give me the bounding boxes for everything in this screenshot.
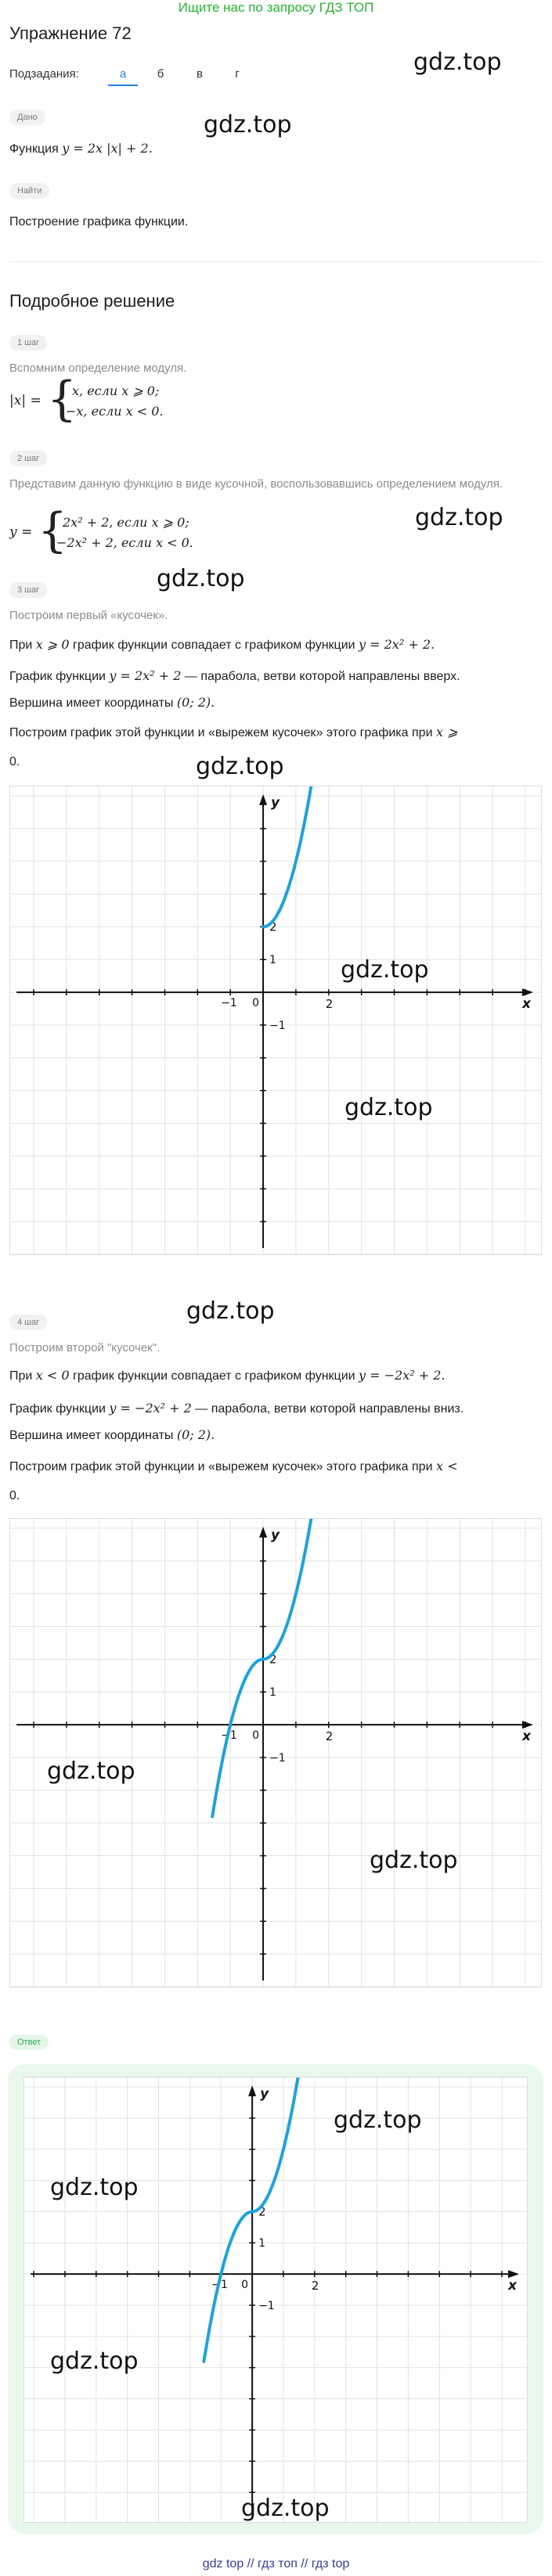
- x-axis-label: x: [521, 1728, 531, 1744]
- tick-label-x-minus-1: −1: [221, 1729, 237, 1743]
- graph-step4: [9, 1518, 542, 1988]
- tick-label-x-2: 2: [311, 2279, 319, 2294]
- tick-label-y-2: 2: [269, 919, 277, 934]
- step1-note: Вспомним определение модуля.: [9, 362, 187, 375]
- active-tab-indicator: [108, 85, 138, 86]
- tick-label-x-minus-1: −1: [221, 997, 237, 1010]
- search-hint-link[interactable]: Ищите нас по запросу ГДЗ ТОП: [178, 0, 374, 15]
- step3-line1: При x ⩾ 0 график функции совпадает с графиком функции y = 2x² + 2.: [9, 637, 435, 652]
- step4-line4: Построим график этой функции и «вырежем кусочек» этого графика при x <: [9, 1459, 458, 1473]
- tick-label-x-2: 2: [325, 1729, 334, 1744]
- tick-label-y-minus-1: −1: [258, 2299, 275, 2312]
- watermark: gdz.top: [186, 1297, 275, 1325]
- watermark: gdz.top: [157, 565, 245, 592]
- watermark: gdz.top: [241, 2495, 330, 2522]
- y-axis-label: y: [260, 2085, 269, 2101]
- step2-formula: y = { 2x² + 2, если x ⩾ 0; −2x² + 2, если x < 0.: [9, 503, 193, 558]
- step1-formula: |x| = { x, если x ⩾ 0; −x, если x < 0.: [9, 372, 164, 426]
- step4-line4-end: 0.: [9, 1489, 20, 1502]
- watermark: gdz.top: [204, 111, 292, 139]
- tick-label-x-2: 2: [325, 997, 334, 1012]
- solution-title: Подробное решение: [9, 291, 175, 311]
- tab-v[interactable]: в: [197, 67, 203, 81]
- tick-label-y-2: 2: [269, 1652, 277, 1667]
- watermark: gdz.top: [370, 1847, 458, 1874]
- graph-answer: [23, 2077, 528, 2523]
- given-text: Функция y = 2x |x| + 2.: [9, 141, 153, 156]
- watermark: gdz.top: [50, 2348, 139, 2375]
- y-axis-label: y: [271, 1526, 280, 1542]
- step4-pill: 4 шаг: [9, 1315, 47, 1330]
- graph-background: [24, 2078, 527, 2522]
- watermark: gdz.top: [415, 504, 503, 531]
- step3-line2: График функции y = 2x² + 2 — парабола, ветви которой направлены вверх.: [9, 668, 460, 683]
- find-pill: Найти: [9, 183, 49, 199]
- watermark: gdz.top: [196, 753, 284, 780]
- tick-label-y-minus-1: −1: [269, 1019, 286, 1032]
- page-title: Упражнение 72: [9, 23, 132, 43]
- step4-line1: При x < 0 график функции совпадает с графиком функции y = −2x² + 2.: [9, 1368, 446, 1383]
- step4-line3: Вершина имеет координаты (0; 2).: [9, 1427, 215, 1442]
- tick-label-x-minus-1: −1: [211, 2279, 228, 2292]
- tab-g[interactable]: г: [235, 67, 240, 81]
- step3-line4: Построим график этой функции и «вырежем кусочек» этого графика при x ⩾: [9, 725, 458, 739]
- watermark: gdz.top: [345, 1094, 433, 1121]
- watermark: gdz.top: [341, 956, 429, 984]
- tick-label-y-1: 1: [269, 1686, 276, 1700]
- tick-label-y-1: 1: [269, 954, 276, 967]
- watermark: gdz.top: [47, 1758, 135, 1785]
- tick-label-y-1: 1: [258, 2237, 265, 2250]
- step3-line3: Вершина имеет координаты (0; 2).: [9, 695, 215, 710]
- x-axis-label: x: [521, 995, 531, 1012]
- subtasks-label: Подзадания:: [9, 67, 79, 81]
- x-axis-label: x: [507, 2277, 517, 2294]
- step1-pill: 1 шаг: [9, 335, 47, 351]
- divider: [9, 261, 542, 262]
- origin-label: 0: [252, 997, 259, 1010]
- graph-step3: [9, 786, 542, 1255]
- step3-note: Построим первый «кусочек».: [9, 609, 168, 622]
- tab-b[interactable]: б: [157, 67, 164, 81]
- y-axis-label: y: [271, 793, 280, 810]
- find-text: Построение графика функции.: [9, 215, 189, 228]
- tick-label-y-2: 2: [258, 2204, 266, 2219]
- origin-label: 0: [241, 2279, 249, 2292]
- watermark: gdz.top: [413, 49, 502, 76]
- footer-link-3[interactable]: гдз top: [311, 2557, 350, 2571]
- tick-label-y-minus-1: −1: [269, 1751, 286, 1765]
- footer-link-1[interactable]: gdz top: [202, 2557, 244, 2571]
- step3-pill: 3 шаг: [9, 582, 47, 598]
- step3-line4-end: 0.: [9, 755, 20, 768]
- answer-pill: Ответ: [9, 2035, 49, 2050]
- watermark: gdz.top: [50, 2174, 139, 2201]
- footer-link-2[interactable]: гдз топ: [258, 2557, 298, 2571]
- step4-line2: График функции y = −2x² + 2 — парабола, ветви которой направлены вниз.: [9, 1401, 464, 1416]
- tab-a[interactable]: а: [119, 67, 127, 81]
- given-pill: Дано: [9, 110, 45, 125]
- origin-label: 0: [252, 1729, 259, 1743]
- step2-pill: 2 шаг: [9, 451, 47, 466]
- step2-note: Представим данную функцию в виде кусочной, воспользовавшись определением модуля.: [9, 477, 503, 491]
- watermark: gdz.top: [334, 2106, 422, 2134]
- step4-note: Построим второй "кусочек".: [9, 1341, 161, 1355]
- footer-links: gdz top // гдз топ // гдз top: [202, 2557, 350, 2571]
